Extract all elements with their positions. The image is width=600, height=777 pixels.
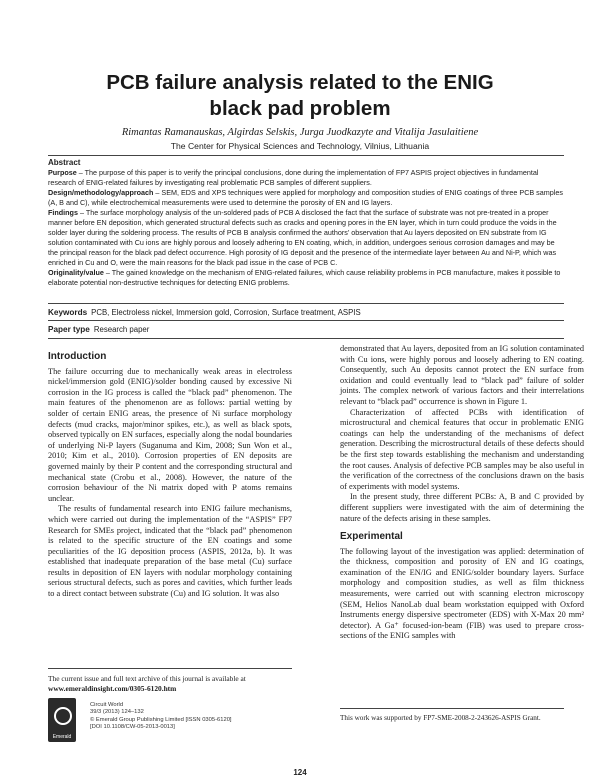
logo-ring-icon — [54, 707, 72, 725]
affiliation: The Center for Physical Sciences and Technology, Vilnius, Lithuania — [170, 141, 430, 151]
abstract-findings — [48, 208, 564, 268]
abstract-design — [48, 188, 564, 208]
keywords-label: Keywords — [48, 308, 88, 317]
right-column — [340, 344, 584, 642]
archive-url[interactable]: www.emeraldinsight.com/0305-6120.htm — [48, 684, 177, 693]
paper-type-line — [48, 325, 149, 334]
keywords-text: PCB, Electroless nickel, Immersion gold, Corrosion, Surface treatment, ASPIS — [91, 308, 361, 317]
grant-rule — [340, 708, 564, 709]
journal-copyright: © Emerald Group Publishing Limited [ISSN 0305-6120] — [90, 716, 232, 723]
publication-info — [90, 702, 232, 732]
journal-doi: [DOI 10.1108/CW-05-2013-0013] — [90, 724, 175, 731]
paper-type-label: Paper type — [48, 325, 90, 334]
journal-name: Circuit World — [90, 702, 124, 708]
experimental-heading: Experimental — [340, 531, 403, 543]
journal-archive-note — [48, 674, 292, 694]
design-text: – SEM, EDS and XPS techniques were applied for morphology and composition studies of ENIG coatings of three PCB samples (A, B and C), while electrochemical measurements were used to determine the porosity of EN and IG layers. — [48, 188, 563, 207]
abstract-block — [48, 158, 564, 288]
right-paragraph-2: Characterization of affected PCBs with identification of microstructural and chemical features that occur in problematic ENIG coatings can help the understanding of the mechanisms of defect generation. Describing the microstructural details of these defects should be the first step towards establishing the mechanism and understanding the root causes. Analysis of defective PCB samples may be also useful in the verification of the correctness of the conclusions drawn on the basis of experiments with model systems. — [340, 407, 584, 491]
abstract-originality — [48, 268, 564, 288]
grant-note: This work was supported by FP7-SME-2008-2-243626-ASPIS Grant. — [340, 714, 541, 722]
logo-text: Emerald — [52, 734, 72, 740]
keywords-line — [48, 308, 361, 317]
right-paragraph-4: The following layout of the investigation was applied: determination of the thickness, composition and porosity of EN and IG coatings, examination of the EN/IG and ENIG/solder boundary layers. Surface morphology and composition studies, as well as film thickness measurements, were carried out with scanning electron microscopy (SEM, Helios NanoLab dual beam workstation equipped with Oxford Instruments energy dispersive spectrometer (EDS) with X-Max 20 mm² detector). A Ga⁺ focused-ion-beam (FIB) was used to prepare cross-sections of the ENIG samples with — [340, 546, 584, 641]
left-column — [48, 344, 292, 600]
design-label: Design/methodology/approach — [48, 188, 154, 197]
abstract-purpose — [48, 168, 564, 188]
purpose-label: Purpose — [48, 168, 77, 177]
body-top-rule — [48, 338, 564, 339]
paper-type-top-rule — [48, 320, 564, 321]
footnote-rule — [48, 668, 292, 669]
originality-label: Originality/value — [48, 268, 104, 277]
right-paragraph-3: In the present study, three different PCBs: A, B and C provided by different suppliers were investigated with the aim of determining the nature of the defects arising in these samples. — [340, 492, 584, 523]
findings-text: – The surface morphology analysis of the un-soldered pads of PCB A disclosed the fact that the surface of substrate was not pre-treated in a proper manner before EN deposition, which generated structural defects such as cracks and opening pores in the EN layer, which in turn could produce the voids in the solder layer during the soldering process. The results of PCB B analysis confirmed the authors’ observation that Au layers deposited on EN substrate from IG solution contaminated with Cu ions are highly porous and loosely adhering to EN coating, which, in addition, undergoes serious corrosion damages and may be the principal reason for the black pad defect occurrence. High porosity of IG deposit and the presence of the intermediate layer between Au and Ni-P, which was enriched in Cu and O, were the main reasons for the black pad issue in the case of PCB C. — [48, 208, 557, 267]
emerald-logo — [48, 698, 76, 742]
purpose-text: – The purpose of this paper is to verify the principal conclusions, done during the implementation of FP7 ASPIS project objectives in fundamental research of ENIG-related failures by investigating real problematic PCB samples of different suppliers. — [48, 168, 539, 187]
originality-text: – The gained knowledge on the mechanism of ENIG-related failures, which cause reliability problems in PCB manufacture, makes it possible to elaborate potential non-destructive techniques for detecting ENIG problems. — [48, 268, 561, 287]
keywords-top-rule — [48, 303, 564, 304]
abstract-top-rule — [48, 155, 564, 156]
journal-volume: 39/3 (2013) 124–132 — [90, 709, 144, 716]
intro-paragraph-1: The failure occurring due to mechanically weak areas in electroless nickel/immersion gold (ENIG)/solder bonding caused by excessive Ni corrosion in the IG process is called the “black pad” phenomenon. The main features of the phenomenon are as follows: partial wetting by solder of certain ENIG areas, the presence of Ni surface morphology defects (mud cracks, major/minor spikes, etc.), as well as black spots, observed typically on EN surfaces, especially along the nodal boundaries of underlying Ni-P layers (Suganuma and Kim, 2008; Sun Won et al., 2010; Kim et al., 2010). Corrosion properties of EN deposits are governed mainly by their P content and the corresponding structural and mechanical state (Crobu et al., 2008). However, the nature of the corrosion behaviour of the Ni matrix doped with P atoms remains unclear. — [48, 366, 292, 503]
introduction-heading: Introduction — [48, 351, 107, 362]
intro-paragraph-2: The results of fundamental research into ENIG failure mechanisms, which were carried out during the implementation of the “ASPIS” FP7 Research for SMEs project, indicated that the “black pad” phenomenon is related to the specific structure of the EN coatings and some peculiarities of the IG deposition process (ASPIS, 2012a, b). It was established that inadequate preparation of the base metal (Cu) surface results in deposition of EN layers with nodular morphology containing serious structural defects, such as pores and cavities, which further leads to a direct contact between substrate (Cu) and IG solution. It was also — [48, 504, 292, 599]
title-line-1: PCB failure analysis related to the ENIG — [106, 71, 494, 94]
right-paragraph-1: demonstrated that Au layers, deposited from an IG solution contaminated with Cu ions, were highly porous and loosely adhering to EN coating. Consequently, such Au deposits cannot protect the EN surface from oxidation and could eventually lead to “black pad” failure of solder joints. The complex network of various factors and their interrelations relevant to “black pad” occurrence is shown in Figure 1. — [340, 344, 584, 406]
archive-note-line-1: The current issue and full text archive of this journal is available at — [48, 674, 246, 683]
publisher-box — [48, 698, 292, 752]
authors: Rimantas Ramanauskas, Algirdas Selskis, Jurga Juodkazyte and Vitalija Jasulaitiene — [121, 127, 479, 138]
paper-title — [0, 70, 600, 122]
paper-type-text: Research paper — [93, 325, 150, 334]
findings-label: Findings — [48, 208, 78, 217]
title-line-2: black pad problem — [209, 97, 391, 120]
page-number: 124 — [293, 768, 307, 777]
abstract-heading: Abstract — [48, 158, 81, 167]
